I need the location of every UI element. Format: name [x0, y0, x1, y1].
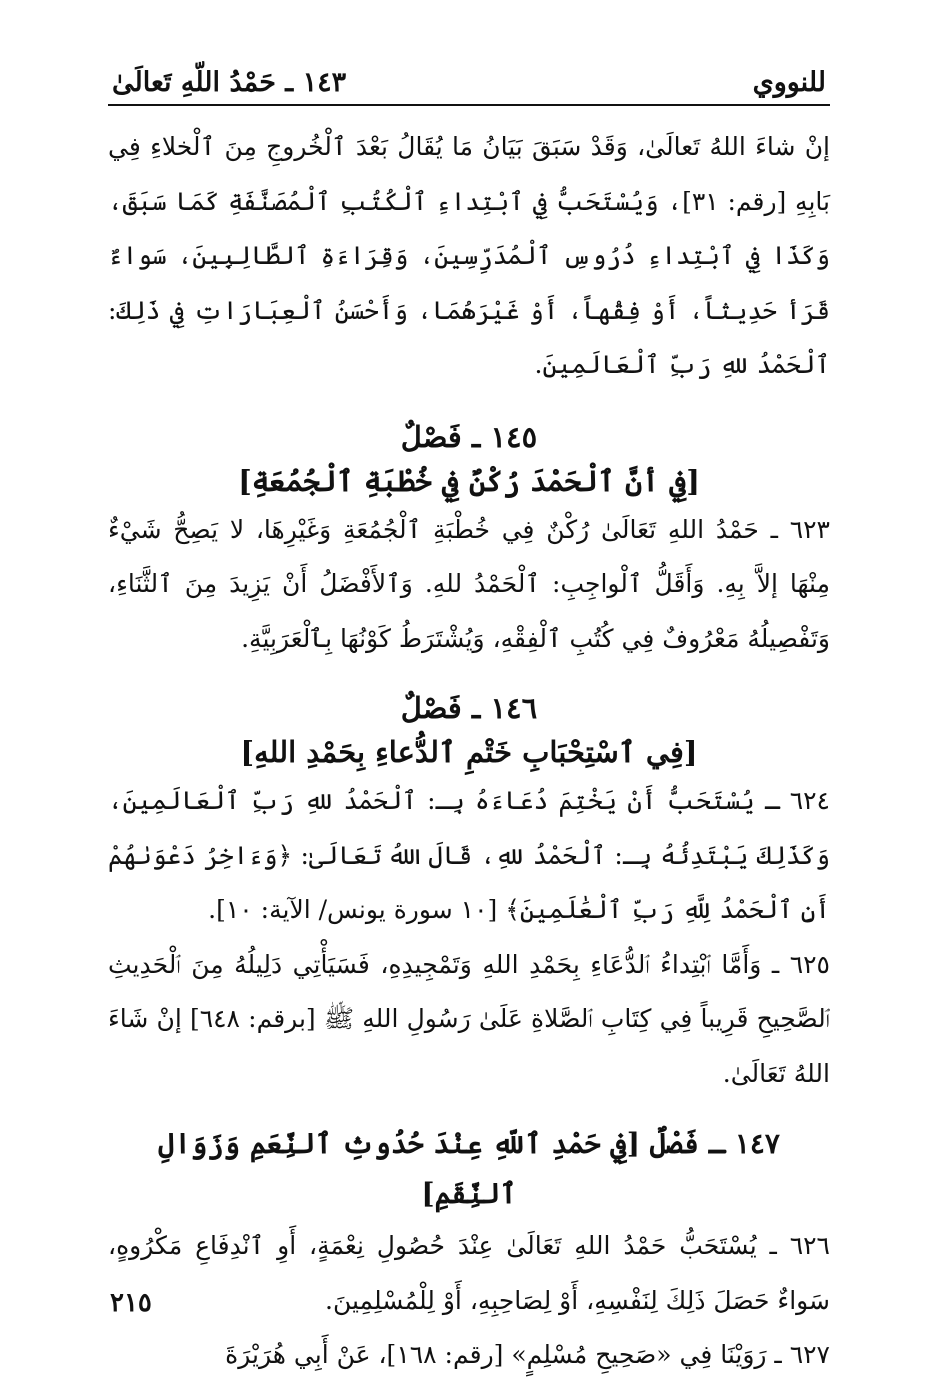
page-body	[108, 120, 830, 1383]
paragraph-626: ٦٢٦ ـ يُسْتَحَبُّ حَمْدُ اللهِ تَعَالَىٰ عِنْدَ حُصُولِ نِعْمَةٍ، أَوِ ٱنْدِفَاعِ مَكْرُوهٍ، سَواءٌ حَصَلَ ذَلِكَ لِنَفْسِهِ، أَوْ لِصَاحِبِهِ، أَوْ لِلْمُسْلِمِينَ.	[108, 1231, 830, 1315]
paragraph-625: ٦٢٥ ـ وَأَمَّا ٱبْتِداءُ ٱلدُّعَاءِ بِحَمْدِ اللهِ وَتَمْجِيدِهِ، فَسَيَأْتِي دَلِيلُهُ مِنَ ٱلْحَدِيثِ ٱلصَّحِيحِ قَرِيباً فِي كِتَابِ ٱلصَّلاةِ عَلَىٰ رَسُولِ اللهِ ﷺ [برقم: ٦٤٨] إنْ شَاءَ اللهُ تَعَالَىٰ.	[108, 949, 830, 1088]
page-number: ٢١٥	[110, 1288, 152, 1318]
header-divider	[108, 104, 830, 106]
book-title: للنووي	[752, 67, 826, 98]
running-title: ١٤٣ ـ حَمْدُ اللّهِ تَعالَىٰ	[112, 67, 347, 98]
paragraph-627: ٦٢٧ ـ رَوَيْنَا فِي «صَحِيحِ مُسْلِمٍ» [رقم: ١٦٨]، عَنْ أَبِي هُرَيْرَةَ	[225, 1340, 830, 1369]
paragraph-continuation: إنْ شاءَ اللهُ تَعالَىٰ، وَقَدْ سَبَقَ بَيَانُ مَا يُقَالُ بَعْدَ ٱلْخُروجِ مِنَ ٱلْخلاءِ فِي بَابِهِ [رقم: ٣١]، وَيُسْتَحَبُّ فِي ٱبْتِداءِ ٱلْكُتُبِ ٱلْمُصَنَّفَةِ كَمَا سَبَقَ، وَكَذَا فِي ٱبْتِداءِ دُرُوسِ ٱلْمُدَرِّسِينَ، وَقِرَاءَةِ ٱلطَّالِبِينَ، سَواءٌ قَرَأ حَدِيثاً، أَوْ فِقْهاً، أَوْ غَيْرَهُمَا، وَأَحْسَنُ ٱلْعِبَارَاتِ فِي ذَلِكَ: ٱلْحَمْدُ للهِ رَبِّ ٱلْعَالَمِينَ.	[108, 132, 830, 379]
section-146-heading: [فِي ٱسْتِحْبَابِ خَتْمِ ٱلدُّعاءِ بِحَمْدِ اللهِ]	[240, 735, 698, 769]
running-header	[112, 52, 826, 98]
section-145-heading: [فِي أنَّ ٱلْحَمْدَ رُكْنٌ فِي خُطْبَةِ ٱلْجُمُعَةِ]	[238, 463, 700, 498]
section-145-number: ١٤٥ ـ فَصْلٌ	[400, 419, 538, 454]
section-146-number: ١٤٦ ـ فَصْلٌ	[400, 691, 538, 725]
paragraph-623: ٦٢٣ ـ حَمْدُ اللهِ تَعَالَىٰ رُكْنٌ فِي خُطْبَةِ ٱلْجُمُعَةِ وَغَيْرِهَا، لا يَصِحُّ شَيْءٌ مِنْهَا إلاَّ بِهِ. وَأَقَلُّ ٱلْواجِبِ: ٱلْحَمْدُ للهِ. وَٱلأَفْضَلُ أَنْ يَزِيدَ مِنَ ٱلثَّنَاءِ، وَتَفْصِيلُهُ مَعْرُوفٌ فِي كُتُبِ ٱلْفِقْهِ، وَيُشْتَرَطُ كَوْنُهَا بِٱلْعَرَبِيَّةِ.	[108, 514, 830, 653]
section-147-heading: ١٤٧ ـ فَصْلٌ [فِي حَمْدِ ٱللّهِ عِنْدَ حُدُوثِ ٱلنِّعَمِ وَزَوَالِ ٱلنِّقَمِ]	[158, 1127, 780, 1210]
paragraph-624: ٦٢٤ ـ يُسْتَحَبُّ أَنْ يَخْتِمَ دُعَاءَهُ بِـ: ٱلْحَمْدُ للهِ رَبِّ ٱلْعَالَمِينَ، وَكَذَلِكَ يَبْتَدِئُهُ بِـ: ٱلْحَمْدُ للهِ، قَالَ اللهُ تَعَالَىٰ: ﴿وَءَاخِرُ دَعْوَىٰهُمْ أَنِ ٱلْحَمْدُ لِلَّهِ رَبِّ ٱلْعَٰلَمِينَ﴾ [١٠ سورة يونس/ الآية: ١٠].	[108, 786, 830, 924]
